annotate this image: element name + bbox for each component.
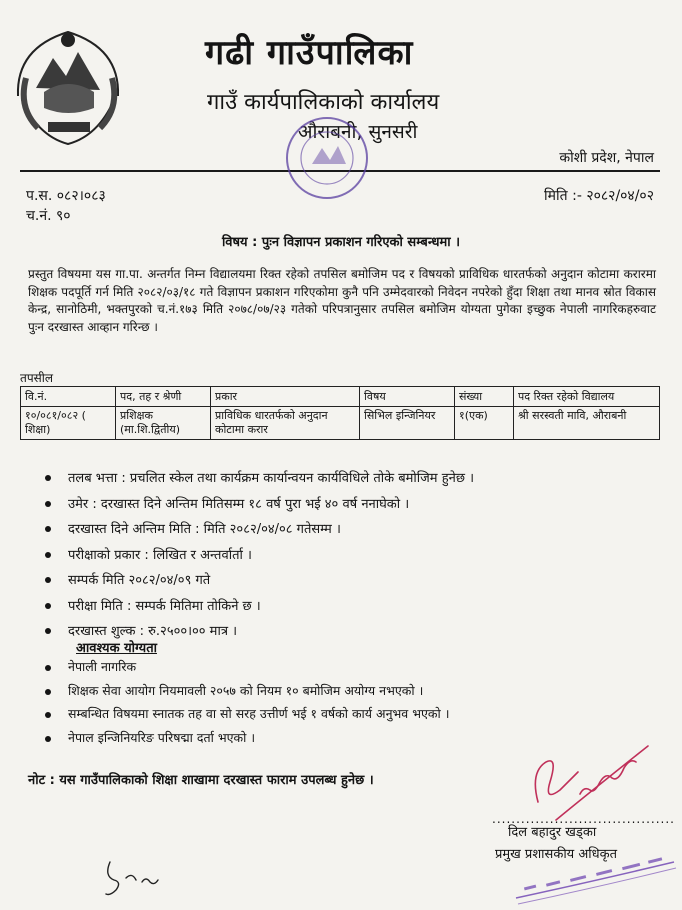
list-item: सम्बन्धित विषयमा स्नातक तह वा सो सरह उत्तीर्ण भई १ वर्षको कार्य अनुभव भएको । (28, 705, 449, 729)
qualifications-list (28, 658, 449, 752)
signer-title: प्रमुख प्रशासकीय अधिकृत (495, 847, 618, 862)
nepal-emblem-icon (8, 18, 130, 150)
cell-school: श्री सरस्वती मावि, औराबनी (514, 407, 660, 440)
cell-subject: सिभिल इन्जिनियर (360, 407, 455, 440)
office-address: औराबनी, सुनसरी (298, 121, 418, 143)
list-item: नेपाल इन्जिनियरिङ परिषद्मा दर्ता भएको । (28, 729, 449, 753)
table-header-row (21, 387, 660, 407)
list-item: परीक्षाको प्रकार : लिखित र अन्तर्वार्ता । (28, 545, 474, 571)
signature-line: ...................................... (492, 812, 675, 826)
office-name: गाउँ कार्यपालिकाको कार्यालय (207, 90, 440, 115)
municipality-title: गढी गाउँपालिका (205, 33, 414, 73)
body-paragraph: प्रस्तुत विषयमा यस गा.पा. अन्तर्गत निम्न विद्यालयमा रिक्त रहेको तपसिल बमोजिम पद र विषयको प्राविधिक धारतर्फको अनुदान कोटामा करारमा शिक्षक पदपूर्ति गर्न मिति २०८२/०३/१८ गते विज्ञापन प्रकाशन गरिएकोमा कुनै पनि उम्मेदवारको निवेदन नपरेको हुँदा शिक्षा तथा मानव स्रोत विकास केन्द्र, सानोठिमी, भक्तपुरको च.नं.१७३ मिति २०७८/०७/२३ गतेको परिपत्रानुसार तपसिल बमोजिम योग्यता पुगेका इच्छुक नेपाली नागरिकहरुवाट पुःन दरखास्त आव्हान गरिन्छ । (28, 267, 656, 334)
cell-count: १(एक) (455, 407, 514, 440)
signer-name: दिल बहादुर खड्का (508, 825, 597, 840)
table-row (21, 407, 660, 440)
list-item: नेपाली नागरिक (28, 658, 449, 682)
letter-subject: विषय : पुःन विज्ञापन प्रकाशन गरिएको सम्बन्धमा । (221, 235, 461, 250)
cell-serial: १०/०८१/०८२ ( शिक्षा) (21, 407, 116, 440)
vacancy-table (20, 386, 660, 440)
cell-type: प्राविधिक धारतर्फको अनुदान कोटामा करार (211, 407, 360, 440)
column-header-serial: वि.नं. (21, 387, 116, 407)
column-header-post: पद, तह र श्रेणी (116, 387, 211, 407)
official-stamp-icon (510, 852, 680, 908)
list-item: शिक्षक सेवा आयोग नियमावली २०५७ को नियम १० बमोजिम अयोग्य नभएको । (28, 682, 449, 706)
column-header-school: पद रिक्त रहेको विद्यालय (514, 387, 660, 407)
initials-icon (100, 854, 170, 900)
list-item: दरखास्त दिने अन्तिम मिति : मिति २०८२/०४/०८ गतेसम्म । (28, 519, 474, 545)
note-text: नोट : यस गाउँपालिकाको शिक्षा शाखामा दरखास्त फाराम उपलब्ध हुनेछ । (28, 773, 374, 788)
list-item: दरखास्त शुल्क : रु.२५००।०० मात्र । (28, 621, 474, 647)
letter-date: मिति :- २०८२/०४/०२ (544, 188, 654, 204)
qualifications-heading: आवश्यक योग्यता (76, 641, 157, 656)
province-line: कोशी प्रदेश, नेपाल (559, 150, 654, 166)
column-header-type: प्रकार (211, 387, 360, 407)
table-label: तपसील (20, 371, 54, 385)
office-stamp-icon (282, 112, 372, 204)
list-item: उमेर : दरखास्त दिने अन्तिम मितिसम्म १८ वर्ष पुरा भई ४० वर्ष ननाघेको । (28, 494, 474, 520)
list-item: परीक्षा मिति : सम्पर्क मितिमा तोकिने छ । (28, 596, 474, 622)
column-header-count: संख्या (455, 387, 514, 407)
dispatch-number: च.नं. ९० (26, 208, 71, 224)
info-list (28, 468, 474, 647)
list-item: तलब भत्ता : प्रचलित स्केल तथा कार्यक्रम कार्यान्वयन कार्यविधिले तोके बमोजिम हुनेछ । (28, 468, 474, 494)
list-item: सम्पर्क मिति २०८२/०४/०९ गते (28, 570, 474, 596)
letter-reference-number: प.स. ०८२।०८३ (26, 188, 106, 204)
cell-post: प्रशिक्षक (मा.शि.द्वितीय) (116, 407, 211, 440)
column-header-subject: विषय (360, 387, 455, 407)
